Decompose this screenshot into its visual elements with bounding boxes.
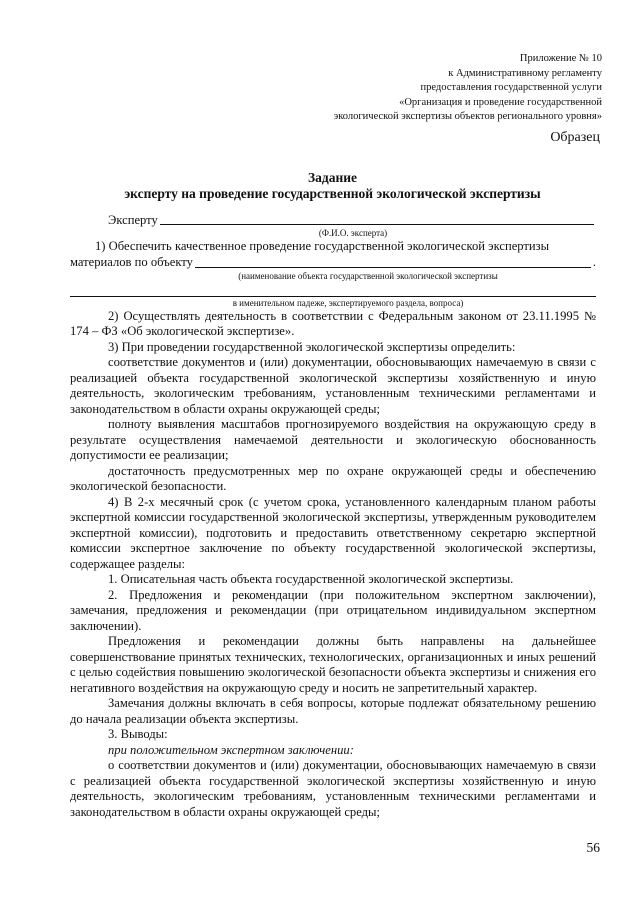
paragraph-2: 2) Осуществлять деятельность в соответствии с Федеральным законом от 23.11.1995 № 174 – ФЗ «Об экологической экспертизе». [70,308,596,338]
section-3a: о соответствии документов и (или) документации, обосновывающих намечаемую в связи с реализацией объекта государственной экологической экспертизы хозяйственную и иную деятельность, экологическим требованиям, установленным техническими регламентами и законодательством в области охраны окружающей среды; [70,758,596,819]
paragraph-3c: достаточность предусмотренных мер по охране окружающей среды и обеспечению экологической безопасности. [70,463,596,493]
section-2b: Замечания должны включать в себя вопросы, которые подлежат обязательному решению до начала реализации объекта экспертизы. [70,696,596,726]
section-3: 3. Выводы: [108,727,168,741]
appendix-line: «Организация и проведение государственной [399,96,602,108]
appendix-line: предоставления государственной услуги [420,82,602,93]
object-blank [195,255,591,268]
item-1-text: 1) Обеспечить качественное проведение государственной экологической экспертизы [95,239,550,253]
page-number: 56 [586,840,600,855]
title-line-2: эксперту на проведение государственной экологической экспертизы [124,186,541,201]
document-title [70,170,595,202]
object-row [70,255,596,271]
section-2a: Предложения и рекомендации должны быть направлены на дальнейшее совершенствование принятых технических, технологических, организационных и иных решений с целью содействия повышению экологической безопасности объекта экспертизы и снижения его негативного воздействия на окружающую среду и носить не запретительный характер. [70,634,596,695]
section-2: 2. Предложения и рекомендации (при положительном экспертном заключении), замечания, предложения и рекомендации (при отрицательном индивидуальном экспертном заключении). [70,587,596,633]
paragraph-3b: полноту выявления масштабов прогнозируемого воздействия на окружающую среду в результате осуществления намечаемой деятельности и экологическую обоснованность допустимости ее реализации; [70,417,596,462]
section-3-subheading: при положительном экспертном заключении: [108,742,354,757]
object-caption-2: в именительном падеже, экспертируемого раздела, вопроса) [232,297,464,308]
document-body [70,212,596,820]
paragraph-3a: соответствие документов и (или) документации, обосновывающих намечаемую в связи с реализацией объекта государственной экологической экспертизы хозяйственную и иную деятельность, экологическим требованиям, установленным техническими регламентами и законодательством в области охраны окружающей среды; [70,355,596,416]
paragraph-3: 3) При проведении государственной экологической экспертизы определить: [108,339,516,354]
sample-label: Образец [550,130,600,145]
appendix-line: экологической экспертизы объектов регионального уровня» [333,111,602,122]
appendix-line: к Административному регламенту [448,67,602,79]
object-label: материалов по объекту [70,255,193,269]
appendix-line: Приложение № 10 [519,53,602,64]
expert-name-blank [160,212,594,225]
object-blank-line-2 [70,282,596,297]
section-1: 1. Описательная часть объекта государственной экологической экспертизы. [108,572,514,586]
object-caption-1: (наименование объекта государственной экологической экспертизы [238,270,498,281]
appendix-header [282,52,602,125]
expert-label: Эксперту [108,212,158,227]
title-line-1: Задание [307,170,357,185]
object-end-mark: . [592,255,596,269]
expert-row [70,212,596,228]
paragraph-4: 4) В 2-х месячный срок (с учетом срока, установленного календарным планом работы экспертной комиссии государственной экологической экспертизы, утвержденным руководителем экспертной комиссии), подготовить и предоставить ответственному секретарю экспертной комиссии экспертное заключение по объекту государственной экологической экспертизы, содержащее разделы: [70,494,596,571]
expert-caption: (Ф.И.О. эксперта) [318,228,388,238]
